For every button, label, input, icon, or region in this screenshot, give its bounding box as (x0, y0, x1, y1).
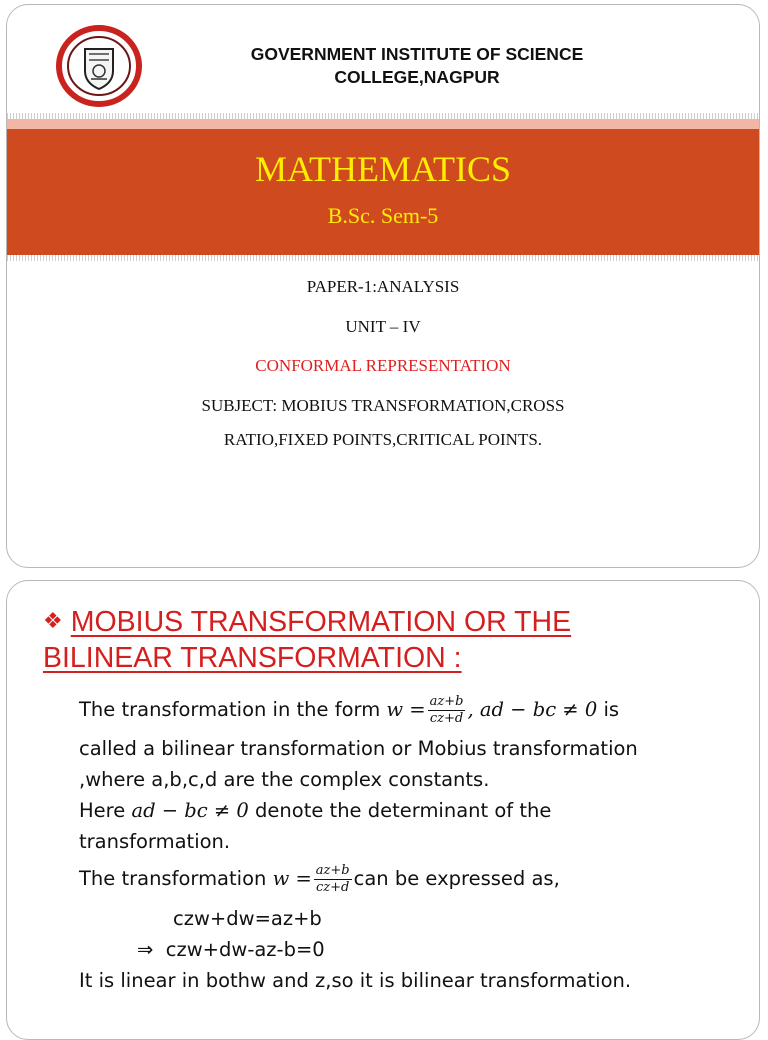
determinant-line2: transformation. (79, 830, 231, 853)
institute-name (187, 43, 647, 89)
title-slide (6, 4, 760, 568)
expression-suffix: can be expressed as, (353, 867, 560, 890)
definition-text: The transformation in the form (79, 698, 387, 721)
subject-line1: SUBJECT: MOBIUS TRANSFORMATION,CROSS (201, 396, 565, 415)
definition-text-suffix: is (597, 698, 620, 721)
topic-label: CONFORMAL REPRESENTATION (255, 356, 511, 375)
determinant-line (79, 795, 739, 826)
subject-line2: RATIO,FIXED POINTS,CRITICAL POINTS. (223, 430, 543, 449)
determinant-suffix: denote the determinant of the (248, 799, 552, 822)
definition-line3: ,where a,b,c,d are the complex constants. (79, 768, 490, 791)
implies-icon: ⇒ (137, 938, 154, 961)
fraction-denominator: cz+d (429, 711, 464, 726)
slide-subtitle: B.Sc. Sem-5 (327, 203, 439, 228)
w-equals: w = (386, 698, 426, 721)
determinant-prefix: Here (79, 799, 132, 822)
equation-2-text: czw+dw-az-b=0 (165, 938, 325, 961)
diamond-bullet-icon: ❖ (43, 608, 63, 633)
conclusion-line: It is linear in bothw and z,so it is bilinear transformation. (79, 969, 632, 992)
unit-label: UNIT – IV (345, 317, 421, 336)
fraction-numerator-2: az+b (315, 863, 350, 878)
fraction-numerator: az+b (429, 694, 464, 709)
equation-2 (137, 934, 760, 965)
bottom-stripe-divider (7, 255, 759, 261)
determinant-math: ad − bc ≠ 0 (131, 799, 249, 822)
pink-accent-bar (7, 119, 759, 129)
institute-name-line2: COLLEGE,NAGPUR (334, 67, 500, 87)
fraction (428, 694, 466, 727)
definition-line2: called a bilinear transformation or Mobius transformation (79, 737, 638, 760)
definition-line1 (79, 694, 739, 727)
equation-1: czw+dw=az+b (173, 907, 322, 930)
institute-name-line1: GOVERNMENT INSTITUTE OF SCIENCE (250, 44, 584, 64)
determinant-condition: , ad − bc ≠ 0 (467, 698, 598, 721)
slide-title: MATHEMATICS (254, 149, 512, 189)
paper-label: PAPER-1:ANALYSIS (306, 277, 460, 296)
section-heading (43, 603, 723, 676)
expression-prefix: The transformation (79, 867, 273, 890)
fraction-2 (314, 863, 352, 896)
content-slide (6, 580, 760, 1040)
heading-line2: BILINEAR TRANSFORMATION : (43, 642, 462, 674)
expression-line (79, 863, 739, 896)
w-equals-2: w = (272, 867, 312, 890)
heading-line1: MOBIUS TRANSFORMATION OR THE (70, 606, 572, 638)
institute-seal-logo (41, 23, 157, 109)
fraction-denominator-2: cz+d (316, 880, 350, 895)
